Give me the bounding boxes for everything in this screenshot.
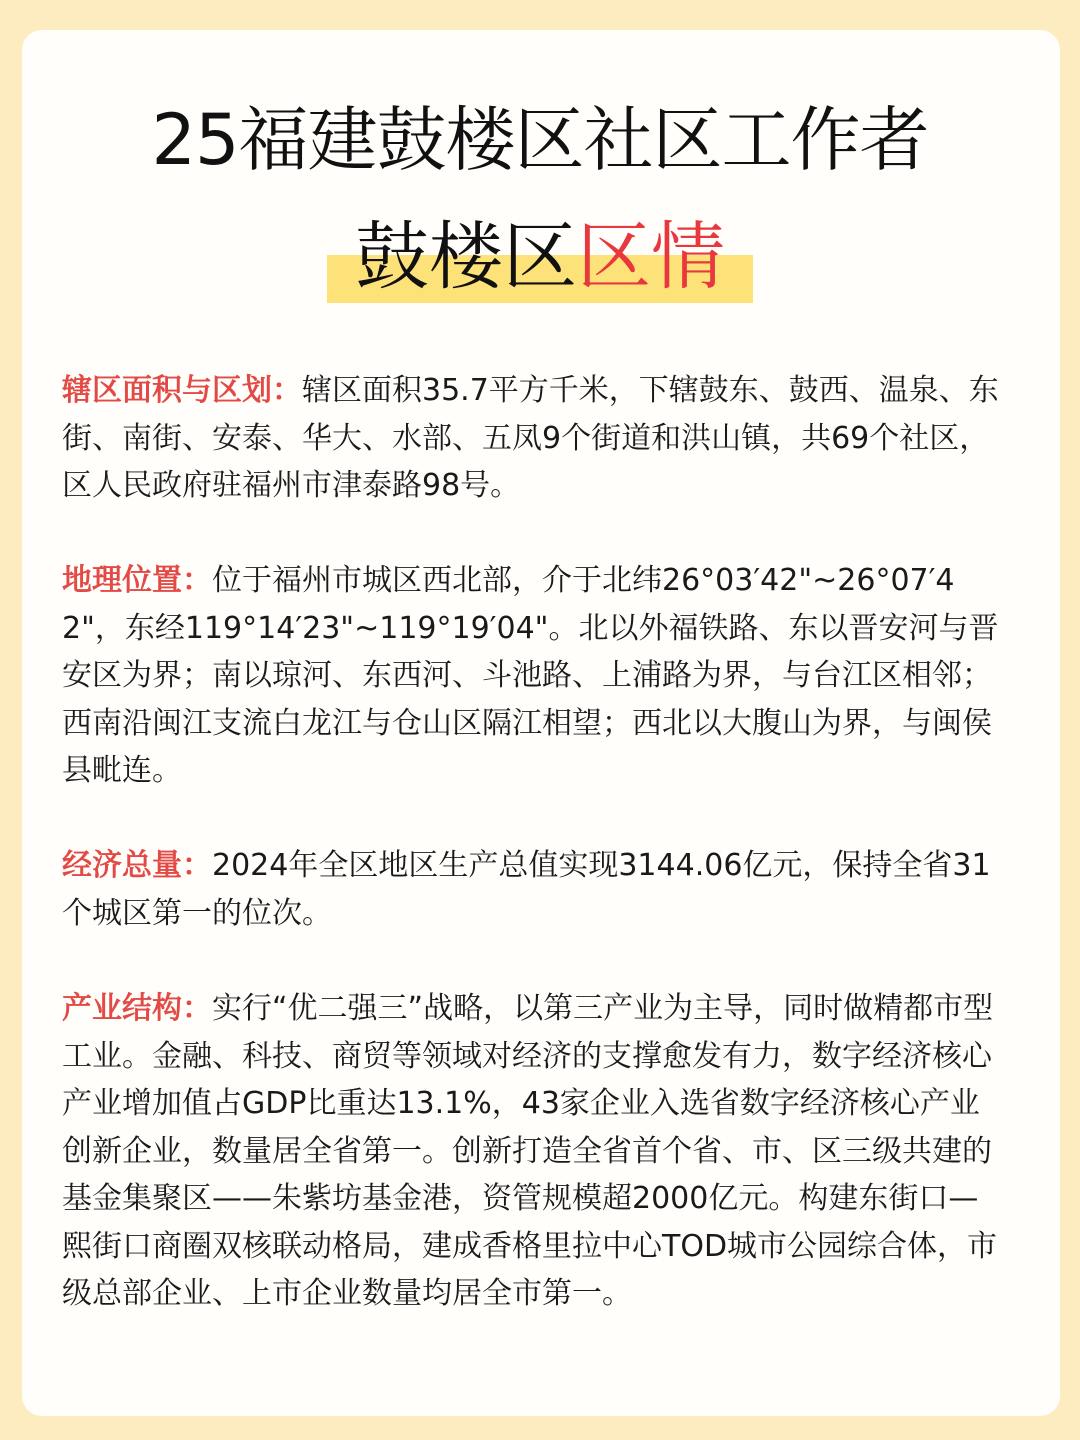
section-text: 辖区面积35.7平方千米，下辖鼓东、鼓西、温泉、东街、南街、安泰、华大、水部、五凤9个街道和洪山镇，共69个社区，区人民政府驻福州市津泰路98号。 [62, 373, 999, 503]
section-text: 位于福州市城区西北部，介于北纬26°03′42"~26°07′42"，东经119°14′23"~119°19′04"。北以外福铁路、东以晋安河与晋安区为界；南以琼河、东西河、斗池路、上浦路为界，与台江区相邻；西南沿闽江支流白龙江与仓山区隔江相望；西北以大腹山为界，与闽侯县毗连。 [62, 563, 999, 788]
title-line-2 [0, 207, 1080, 307]
title-highlight [327, 207, 753, 307]
title-red-text: 区情 [577, 214, 725, 300]
section-industry-structure [62, 985, 1002, 1318]
section-text: 2024年全区地区生产总值实现3144.06亿元，保持全省31个城区第一的位次。 [62, 848, 991, 931]
section-geography [62, 557, 1002, 795]
section-label: 地理位置： [62, 563, 212, 598]
section-text: 实行“优二强三”战略，以第三产业为主导，同时做精都市型工业。金融、科技、商贸等领域对经济的支撑愈发有力，数字经济核心产业增加值占GDP比重达13.1%，43家企业入选省数字经济核心产业创新企业，数量居全省第一。创新打造全省首个省、市、区三级共建的基金集聚区——朱紫坊基金港，资管规模超2000亿元。构建东街口—熙街口商圈双核联动格局，建成香格里拉中心TOD城市公园综合体，市级总部企业、上市企业数量均居全市第一。 [62, 991, 998, 1311]
title-black-text: 鼓楼区 [355, 214, 577, 300]
section-economy-total [62, 842, 1002, 937]
section-label: 经济总量： [62, 848, 212, 883]
title-line-1: 25福建鼓楼区社区工作者 [151, 99, 929, 181]
section-label: 辖区面积与区划： [62, 373, 302, 408]
section-label: 产业结构： [62, 991, 212, 1026]
section-area-division [62, 367, 1002, 510]
